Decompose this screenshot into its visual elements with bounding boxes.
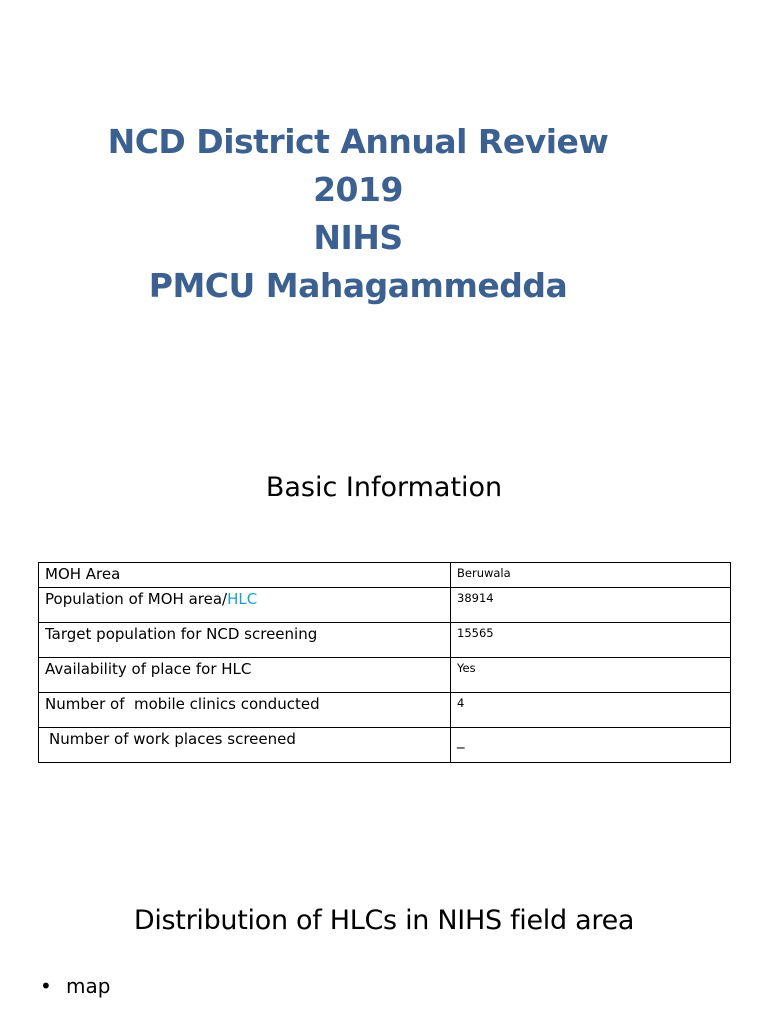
title-line-3: NIHS: [313, 218, 403, 257]
table-row: [39, 563, 731, 588]
table-row: [39, 623, 731, 658]
table-row: [39, 658, 731, 693]
moh-area-value: Beruwala: [451, 563, 731, 588]
work-places-value: _: [451, 728, 731, 763]
list-item: [40, 972, 110, 1000]
document-title: [0, 118, 716, 310]
table-row: [39, 728, 731, 763]
table-row: [39, 693, 731, 728]
hlc-availability-label: Availability of place for HLC: [39, 658, 451, 693]
table-row: [39, 588, 731, 623]
population-label: [39, 588, 451, 623]
mobile-clinics-value: 4: [451, 693, 731, 728]
bullet-icon: •: [40, 974, 52, 998]
target-population-label: Target population for NCD screening: [39, 623, 451, 658]
work-places-label: Number of work places screened: [39, 728, 451, 763]
list-item-text: map: [66, 974, 111, 998]
title-line-4: PMCU Mahagammedda: [148, 266, 568, 305]
title-line-2: 2019: [313, 170, 403, 209]
hlc-availability-value: Yes: [451, 658, 731, 693]
population-label-text: Population of MOH area/: [45, 590, 228, 608]
basic-information-heading: Basic Information: [265, 472, 503, 503]
distribution-bullet-list: [40, 972, 110, 1000]
title-line-1: NCD District Annual Review: [107, 122, 609, 161]
target-population-value: 15565: [451, 623, 731, 658]
hlc-link[interactable]: HLC: [227, 590, 258, 608]
distribution-heading: Distribution of HLCs in NIHS field area: [133, 905, 635, 936]
population-value: 38914: [451, 588, 731, 623]
basic-information-table: [38, 562, 731, 763]
mobile-clinics-label: Number of mobile clinics conducted: [39, 693, 451, 728]
moh-area-label: MOH Area: [39, 563, 451, 588]
